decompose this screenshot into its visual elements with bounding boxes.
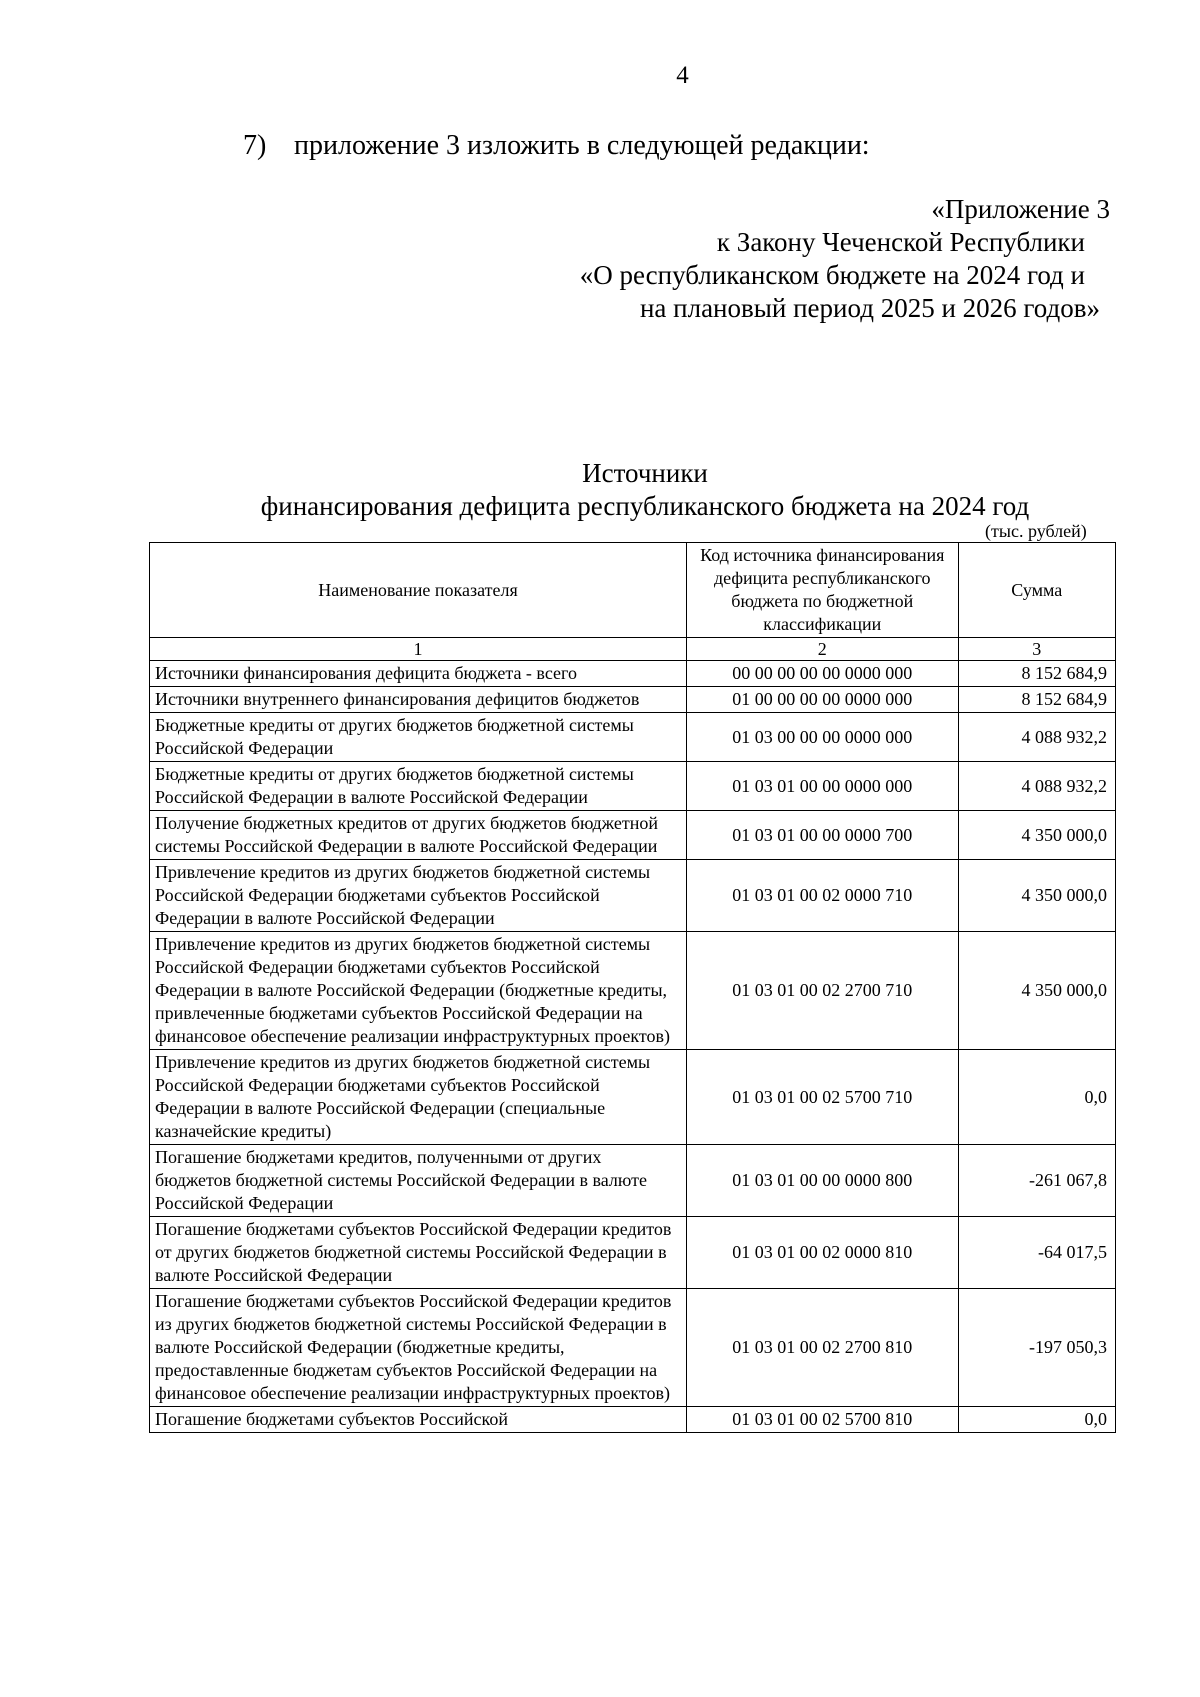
row-sum: -197 050,3 — [958, 1289, 1115, 1407]
appendix-line: к Закону Чеченской Республики — [716, 227, 1085, 257]
row-name: Источники финансирования дефицита бюджета - всего — [150, 661, 687, 687]
table-row — [150, 713, 1116, 762]
row-sum: -64 017,5 — [958, 1217, 1115, 1289]
row-name: Привлечение кредитов из других бюджетов бюджетной системы Российской Федерации бюджетами субъектов Российской Федерации в валюте Российской Федерации (специальные казначейские кредиты) — [150, 1050, 687, 1145]
row-sum: 8 152 684,9 — [958, 687, 1115, 713]
row-sum: 0,0 — [958, 1407, 1115, 1433]
row-name: Получение бюджетных кредитов от других бюджетов бюджетной системы Российской Федерации в валюте Российской Федерации — [150, 811, 687, 860]
row-code: 01 03 01 00 02 2700 810 — [687, 1289, 959, 1407]
column-index: 3 — [958, 638, 1115, 661]
row-name: Бюджетные кредиты от других бюджетов бюджетной системы Российской Федерации в валюте Российской Федерации — [150, 762, 687, 811]
row-code: 01 03 01 00 00 0000 800 — [687, 1145, 959, 1217]
row-name: Привлечение кредитов из других бюджетов бюджетной системы Российской Федерации бюджетами субъектов Российской Федерации в валюте Российской Федерации (бюджетные кредиты, привлеченные бюджетами субъектов Российской Федерации на финансовое обеспечение реализации инфраструктурных проектов) — [150, 932, 687, 1050]
row-code: 00 00 00 00 00 0000 000 — [687, 661, 959, 687]
appendix-line: «Приложение 3 — [931, 194, 1110, 224]
header-code: Код источника финансирования дефицита республиканского бюджета по бюджетной классификации — [687, 543, 959, 638]
budget-sources-table — [149, 542, 1116, 1433]
row-code: 01 00 00 00 00 0000 000 — [687, 687, 959, 713]
column-index: 2 — [687, 638, 959, 661]
row-code: 01 03 01 00 02 0000 710 — [687, 860, 959, 932]
row-name: Источники внутреннего финансирования дефицитов бюджетов — [150, 687, 687, 713]
row-name: Погашение бюджетами субъектов Российской Федерации кредитов из других бюджетов бюджетной системы Российской Федерации в валюте Российской Федерации (бюджетные кредиты, предоставленные бюджетам субъектов Российской Федерации на финансовое обеспечение реализации инфраструктурных проектов) — [150, 1289, 687, 1407]
row-code: 01 03 01 00 02 2700 710 — [687, 932, 959, 1050]
row-sum: -261 067,8 — [958, 1145, 1115, 1217]
table-row — [150, 811, 1116, 860]
row-name: Бюджетные кредиты от других бюджетов бюджетной системы Российской Федерации — [150, 713, 687, 762]
table-header-row — [150, 543, 1116, 638]
appendix-line: «О республиканском бюджете на 2024 год и — [579, 260, 1085, 290]
header-sum: Сумма — [958, 543, 1115, 638]
amendment-item — [243, 130, 870, 162]
row-code: 01 03 01 00 00 0000 700 — [687, 811, 959, 860]
table-row — [150, 1145, 1116, 1217]
row-sum: 4 088 932,2 — [958, 762, 1115, 811]
column-index: 1 — [150, 638, 687, 661]
table-row — [150, 1289, 1116, 1407]
appendix-header — [470, 193, 1110, 325]
table-row — [150, 932, 1116, 1050]
table-row — [150, 762, 1116, 811]
row-name: Погашение бюджетами субъектов Российской Федерации кредитов от других бюджетов бюджетной системы Российской Федерации в валюте Российской Федерации — [150, 1217, 687, 1289]
units-label: (тыс. рублей) — [985, 521, 1087, 541]
table-row — [150, 1407, 1116, 1433]
row-name: Привлечение кредитов из других бюджетов бюджетной системы Российской Федерации бюджетами субъектов Российской Федерации в валюте Российской Федерации — [150, 860, 687, 932]
row-sum: 4 350 000,0 — [958, 860, 1115, 932]
appendix-line: на плановый период 2025 и 2026 годов» — [639, 293, 1100, 323]
table-row — [150, 1050, 1116, 1145]
row-sum: 8 152 684,9 — [958, 661, 1115, 687]
header-name: Наименование показателя — [150, 543, 687, 638]
row-code: 01 03 01 00 02 5700 710 — [687, 1050, 959, 1145]
row-code: 01 03 00 00 00 0000 000 — [687, 713, 959, 762]
table-row — [150, 860, 1116, 932]
document-title — [0, 457, 1200, 523]
item-text: приложение 3 изложить в следующей редакции: — [294, 130, 870, 161]
row-code: 01 03 01 00 02 0000 810 — [687, 1217, 959, 1289]
row-name: Погашение бюджетами субъектов Российской — [150, 1407, 687, 1433]
row-name: Погашение бюджетами кредитов, полученными от других бюджетов бюджетной системы Российской Федерации в валюте Российской Федерации — [150, 1145, 687, 1217]
title-line: финансирования дефицита республиканского бюджета на 2024 год — [260, 491, 1030, 521]
row-code: 01 03 01 00 00 0000 000 — [687, 762, 959, 811]
table-row — [150, 1217, 1116, 1289]
row-sum: 4 350 000,0 — [958, 932, 1115, 1050]
page-number: 4 — [676, 62, 689, 89]
row-sum: 4 350 000,0 — [958, 811, 1115, 860]
row-code: 01 03 01 00 02 5700 810 — [687, 1407, 959, 1433]
row-sum: 0,0 — [958, 1050, 1115, 1145]
title-line: Источники — [582, 458, 708, 488]
table-row — [150, 661, 1116, 687]
row-sum: 4 088 932,2 — [958, 713, 1115, 762]
table-row — [150, 687, 1116, 713]
item-number: 7) — [243, 130, 267, 161]
column-index-row — [150, 638, 1116, 661]
